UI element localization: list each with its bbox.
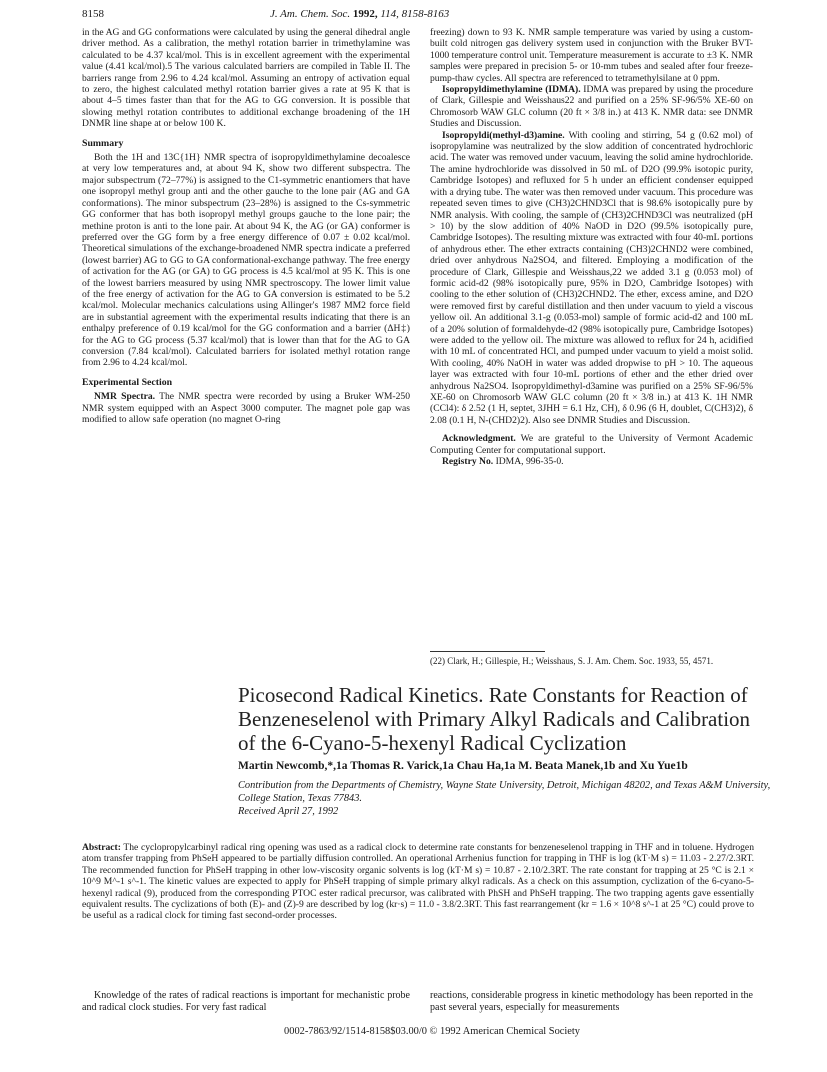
article-authors: Martin Newcomb,*,1a Thomas R. Varick,1a Chau Ha,1a M. Beata Manek,1b and Xu Yue1b xyxy=(238,760,688,772)
registry-label: Registry No. xyxy=(442,456,494,468)
abstract-label: Abstract: xyxy=(82,842,121,853)
nmr-paragraph xyxy=(82,391,410,425)
acknowledgment-paragraph xyxy=(430,433,753,456)
journal-volume: 114, xyxy=(380,8,399,20)
copyright-line: 0002-7863/92/1514-8158$03.00/0 © 1992 American Chemical Society xyxy=(284,1026,580,1037)
nmr-text: The NMR spectra were recorded by using a Bruker WM-250 NMR system equipped with an Aspect 3000 computer. The magnet pole gap was modified to allow safe operation (no magnet O-ring xyxy=(82,391,411,425)
d3-text: With cooling and stirring, 54 g (0.62 mol) of isopropylamine was neutralized by the slow addition of concentrated hydrochloric acid. The water was removed under vacuum, leaving the solid amine hydrochloride. The amine hydrochloride was dissolved in 50 mL of D2O (99.9% isotopic purity, Cambridge Isotopes) and refluxed for 5 h under an efficient condenser equipped with a drying tube. The water was then removed under vacuum. This procedure was repeated seven times to give (CH3)2CHND3Cl that is 98.6% isotopically pure by NMR analysis. With cooling, the sample of (CH3)2CHND3Cl was neutralized (pH > 10) by the slow addition of 40% NaOD in D2O (99.5% isotopically pure, Cambridge Isotopes). The resulting mixture was extracted with four 40-mL portions of anhydrous ether. The ether extracts containing (CH3)2CHND2 were combined, dried over anhydrous Na2SO4, and filtered. Employing a modification of the procedure of Clark, Gillespie and Weisshaus,22 we added 3.1 g (0.053 mol) of formic acid-d2 (98% isotopically pure, 95% in D2O, Cambridge Isotopes) with cooling to the ether solution of (CH3)2CHND2. The ether, excess amine, and D2O were removed first by careful distillation and then under vacuum to yield a viscous yellow oil. An additional 3.1-g (0.053-mol) sample of formic acid-d2 and 100 mL of a 20% solution of formaldehyde-d2 (98% isotopically pure, Cambridge Isotopes) were added to the yellow oil. The mixture was allowed to reflux for 24 h, acidified with 10 mL of concentrated HCl, and pumped under vacuum to yield a moist solid. With cooling, 40% NaOH in water was added dropwise to pH > 10. The aqueous layer was extracted with four 10-mL portions of ether and the ether dried over anhydrous Na2SO4. Isopropyldimethyl-d3amine was purified on a 25% SF-96/5% XE-60 on Chromosorb WAW GLC column (20 ft × 3/8 in.) at 413 K. 1H NMR (CCl4): δ 2.52 (1 H, septet, 3JHH = 6.1 Hz, CH), δ 0.96 (6 H, doublet, C(CH3)2), δ 2.08 (0.1 H, N-(CHD2)2). Also see DNMR Studies and Discussion. xyxy=(430,129,753,426)
journal-year: 1992, xyxy=(352,8,378,20)
acknowledgment-heading: Acknowledgment. xyxy=(442,433,516,445)
intro-left-text: Knowledge of the rates of radical reactions is important for mechanistic probe and radical clock studies. For very fast radical xyxy=(82,990,410,1013)
summary-heading: Summary xyxy=(82,137,124,149)
experimental-heading: Experimental Section xyxy=(82,376,173,388)
nmr-run-in-heading: NMR Spectra. xyxy=(94,391,156,403)
right-column xyxy=(430,27,753,467)
page-number: 8158 xyxy=(82,8,104,20)
intro-left-column xyxy=(82,990,410,1014)
left-paragraph-continued: in the AG and GG conformations were calculated by using the general dihedral angle driver method. As a calibration, the methyl rotation barrier in trimethylamine was calculated to be 4.37 kcal/mol. This is in excellent agreement with the experimental value (4.41 kcal/mol).5 The various calculated barriers are compiled in Table II. The barriers range from 2.96 to 4.24 kcal/mol. Assuming an entropy of activation equal to zero, the highest calculated methyl rotation barrier gives a rate at 95 K that is about 4–5 times faster than that for the AG to GG conversion. It is possible that slowing methyl rotation contributes to additional exchange broadening of the 1H DNMR line shape at or below 100 K. xyxy=(82,27,410,130)
intro-right-column xyxy=(430,990,753,1014)
intro-right-text: reactions, considerable progress in kinetic methodology has been reported in the past several years, especially for measurements xyxy=(430,990,753,1013)
article-title: Picosecond Radical Kinetics. Rate Constants for Reaction of Benzeneselenol with Primary Alkyl Radicals and Calibration of the 6-Cyano-5-hexenyl Radical Cyclization xyxy=(238,683,751,755)
idma-paragraph xyxy=(430,84,753,130)
d3-run-in-heading: Isopropyldi(methyl-d3)amine. xyxy=(442,129,565,141)
left-column xyxy=(82,27,410,425)
registry-text: IDMA, 996-35-0. xyxy=(495,456,564,468)
right-paragraph-continued: freezing) down to 93 K. NMR sample temperature was varied by using a custom-built cold nitrogen gas delivery system used in conjunction with the Bruker BVT-1000 temperature control unit. Temperature measurement is accurate to ±3 K. NMR samples were prepared in precision 5- or 10-mm tubes and sealed after four freeze-pump-thaw cycles. All spectra are referenced to tetramethylsilane at 0 ppm. xyxy=(430,27,753,84)
affiliation-text: Contribution from the Departments of Chemistry, Wayne State University, Detroit, Michigan 48202, and Texas A&M University, College Station, Texas 77843. xyxy=(238,780,771,805)
article-affiliation xyxy=(238,779,778,819)
summary-paragraph: Both the 1H and 13C{1H} NMR spectra of isopropyldimethylamine decoalesce at very low temperatures and, at about 94 K, show two different subspectra. The major subspectrum (72–77%) is assigned to the C1-symmetric enantiomers that have one isopropyl methyl group anti and the other gauche to the lone pair (AG and GA conformations). The minor subspectrum (23–28%) is assigned to the Cs-symmetric GG conformer that has both isopropyl methyl groups gauche to the lone pair; the methine proton is anti to the lone pair. At about 94 K, the AG (or GA) conformer is preferred over the GG form by a free energy difference of 0.07 ± 0.02 kcal/mol. Theoretical simulations of the exchange-broadened NMR spectra indicate a preferred (lowest barrier) AG to GG to GA conformational-exchange pathway. The free energy of activation for the AG (or GA) to GG process is 4.5 kcal/mol at 95 K. This is one of the lowest barriers measured by using NMR spectroscopy. The lower limit value of the free energy of activation for the AG to GA conversion is estimated to be 5.2 kcal/mol. Molecular mechanics calculations using Allinger's 1987 MM2 force field are in substantial agreement with the experimental results indicating that there is an enthalpy preference of 0.19 kcal/mol for the GG conformation and a barrier (ΔH‡) for the AG to GG process (5.37 kcal/mol) that is lower than that for the AG to GA conversion (7.84 kcal/mol). Calculated barriers for isolated methyl rotation range from 2.96 to 4.24 kcal/mol. xyxy=(82,152,410,369)
abstract-text: The cyclopropylcarbinyl radical ring opening was used as a radical clock to determine rate constants for benzeneselenol trapping in THF and in toluene. Hydrogen atom transfer trapping from PhSeH appeared to be partially diffusion controlled. An operational Arrhenius function for trapping in THF is log (kT·M s) = 11.03 - 2.27/2.3RT. The recommended function for PhSeH trapping in other low-viscosity organic solvents is log (kT·M s) = 10.87 - 2.10/2.3RT. The rate constant for trapping at 25 °C is 2.1 × 10^9 M^-1 s^-1. The kinetic values are expected to apply for PhSeH trapping of simple primary alkyl radicals. As a check on this assumption, cyclization of the 6-cyano-5-hexenyl radical (9), produced from the corresponding PTOC ester radical precursor, was calibrated with PhSH and PhSeH trapping. The two trapping agents gave essentially equivalent results. The cyclizations of both (E)- and (Z)-9 are described by log (kr·s) = 11.0 - 3.8/2.3RT. This fast rearrangement (kr = 1.6 × 10^8 s^-1 at 25 °C) could prove to be useful as a radical clock for timing fast second-order processes. xyxy=(82,842,754,922)
journal-name: J. Am. Chem. Soc. xyxy=(270,8,351,20)
acknowledgment-text: We are grateful to the University of Vermont Academic Computing Center for computational support. xyxy=(430,433,754,456)
footnote-22: (22) Clark, H.; Gillespie, H.; Weisshaus, S. J. Am. Chem. Soc. 1933, 55, 4571. xyxy=(430,656,714,666)
idma-text: IDMA was prepared by using the procedure of Clark, Gillespie and Weisshaus22 and purified on a 25% SF-96/5% XE-60 on Chromosorb WAW GLC column (20 ft × 3/8 in.) at 413 K. NMR data: see DNMR Studies and Discussion. xyxy=(430,84,753,130)
registry-line xyxy=(430,456,753,467)
journal-pages: 8158-8163 xyxy=(401,8,450,20)
abstract xyxy=(82,842,754,922)
received-date: Received April 27, 1992 xyxy=(238,806,339,818)
d3-paragraph xyxy=(430,130,753,427)
footnote-rule xyxy=(430,651,545,652)
running-header xyxy=(270,8,449,20)
idma-run-in-heading: Isopropyldimethylamine (IDMA). xyxy=(442,84,581,96)
